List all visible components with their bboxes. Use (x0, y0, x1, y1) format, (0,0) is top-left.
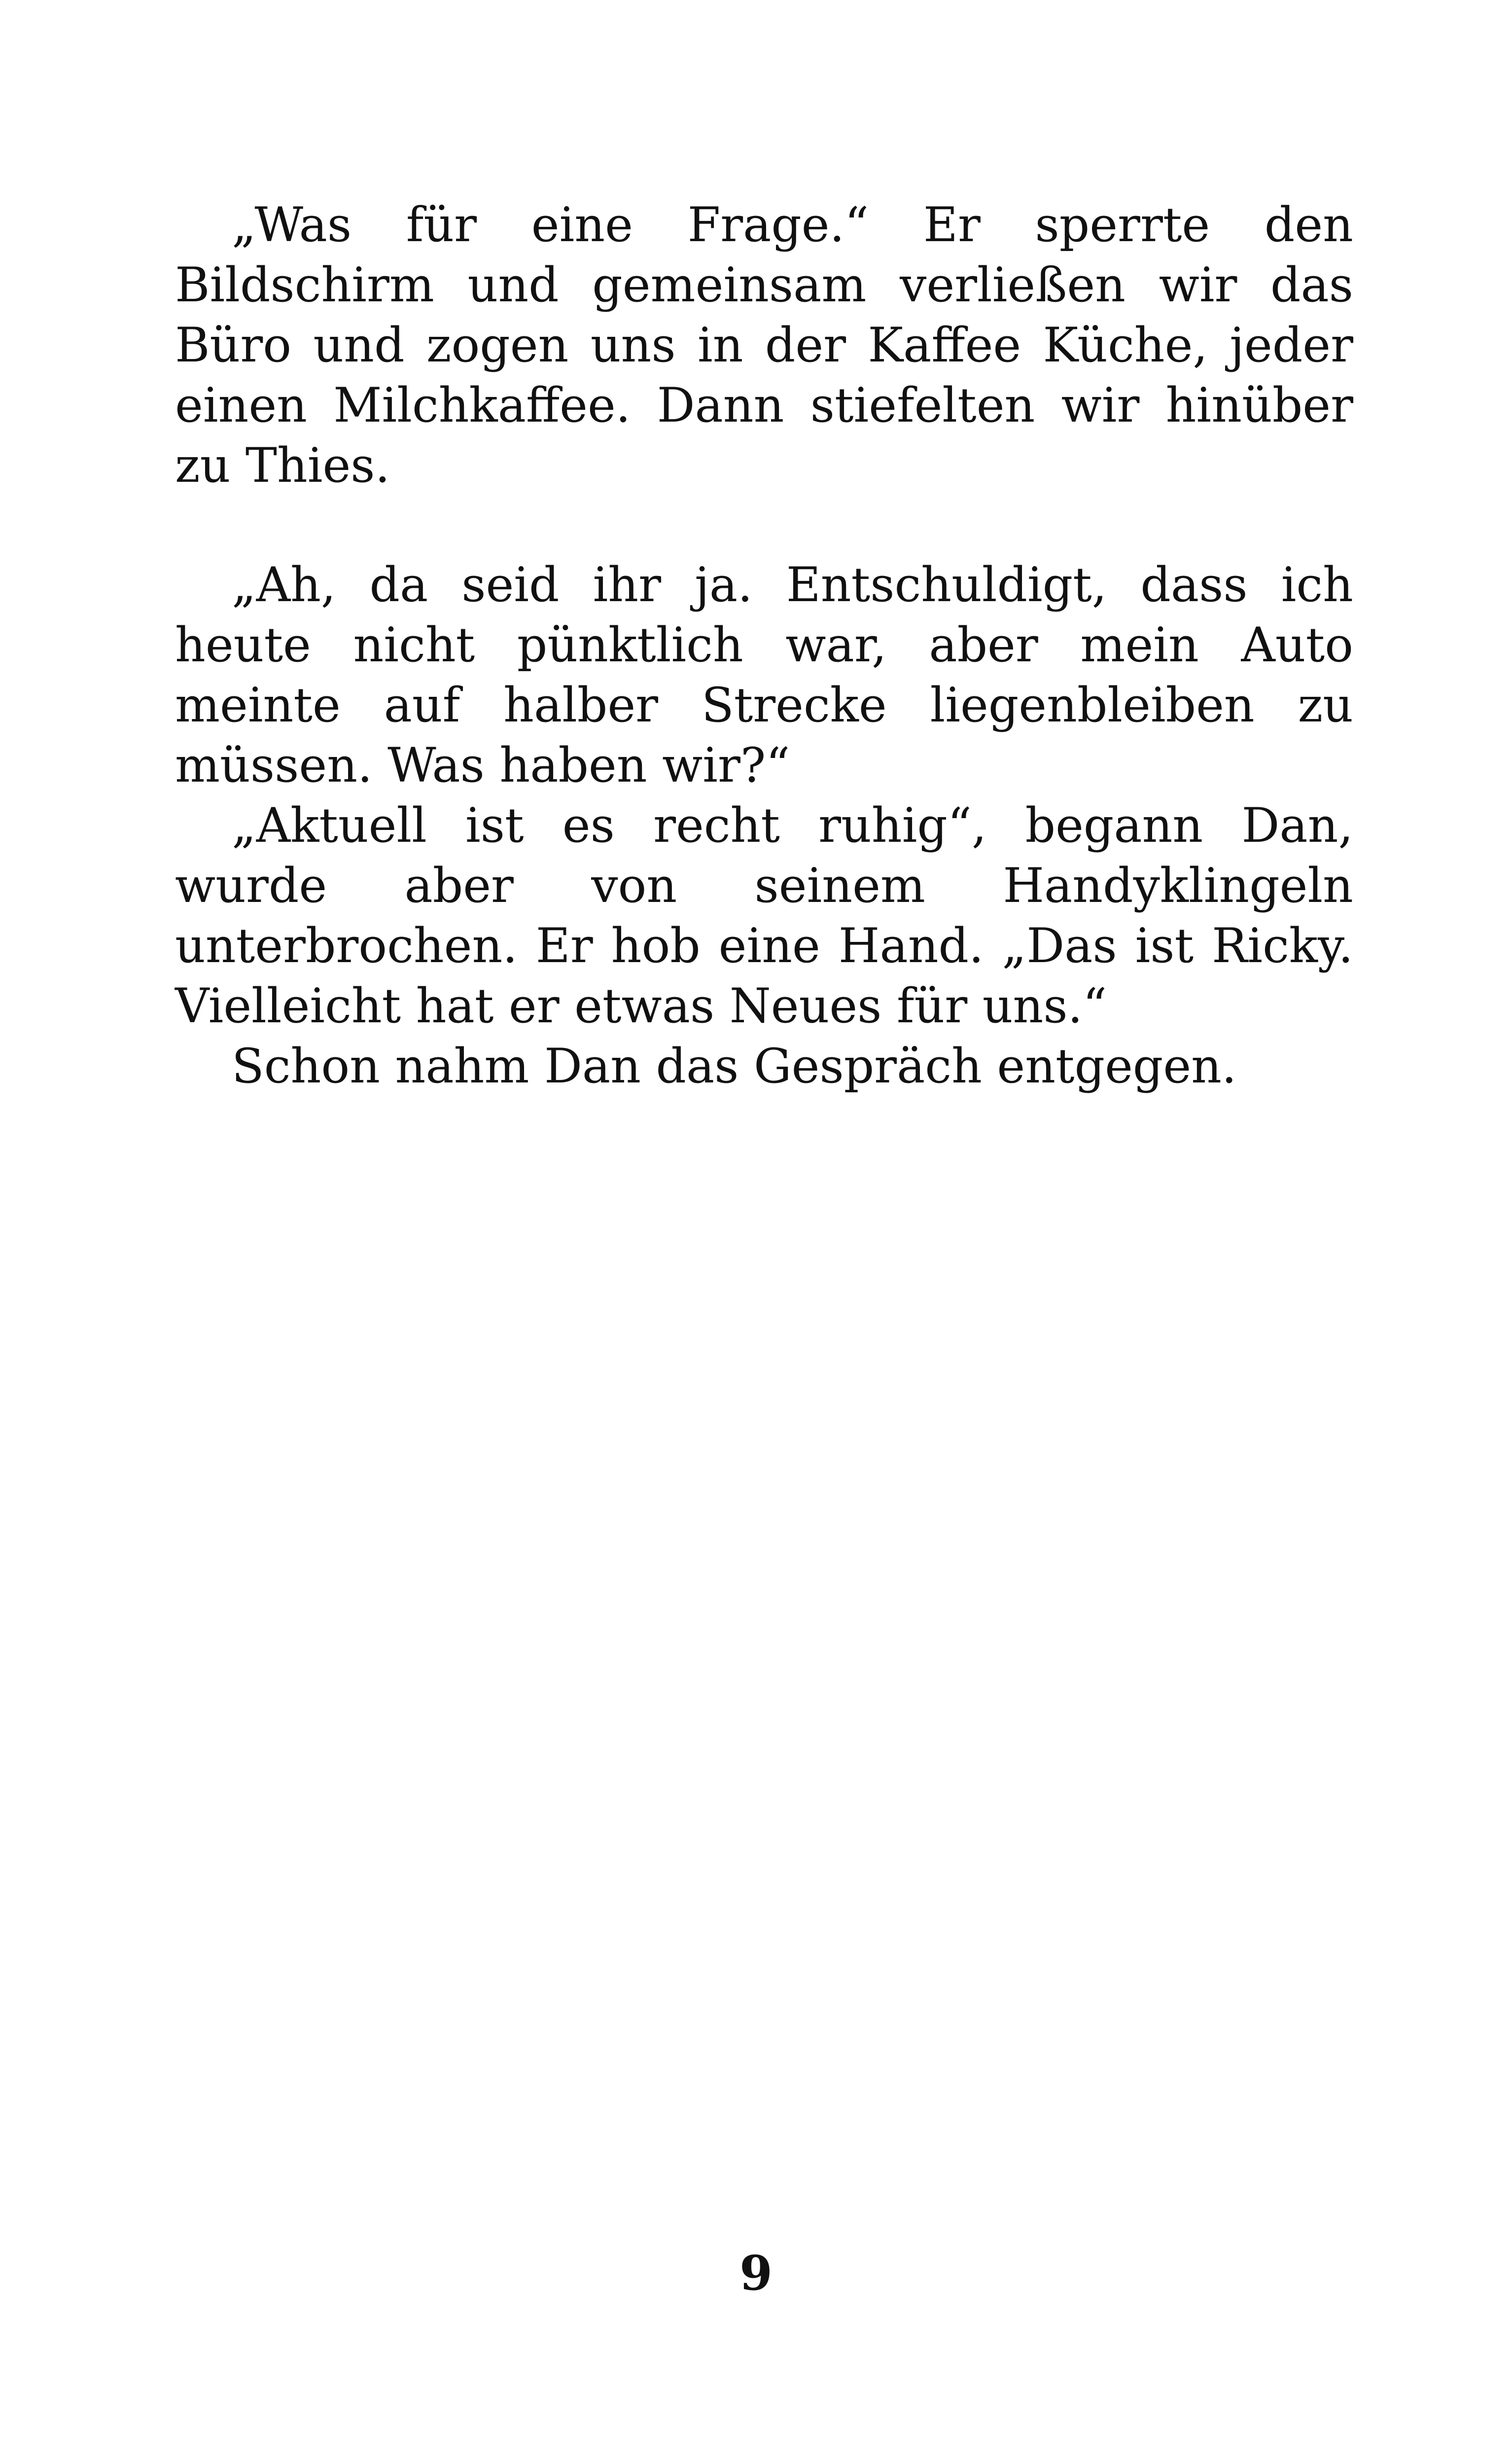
paragraph-2: „Ah, da seid ihr ja. Entschuldigt, dass ich heute nicht pünktlich war, aber mein Auto meinte auf halber Strecke liegenbleiben zu müssen. Was haben wir?“ (175, 557, 1353, 793)
body-text (175, 195, 1353, 1096)
paragraph-3: „Aktuell ist es recht ruhig“, begann Dan, wurde aber von seinem Handyklingeln unterbrochen. Er hob eine Hand. „Das ist Ricky. Vielleicht hat er etwas Neues für uns.“ (175, 798, 1353, 1034)
page-number: 9 (739, 2245, 773, 2301)
paragraph-1: „Was für eine Frage.“ Er sperrte den Bildschirm und gemeinsam verließen wir das Büro und zogen uns in der Kaffee Küche, jeder einen Milchkaffee. Dann stiefelten wir hinüber zu Thies. (175, 197, 1353, 493)
paragraph-4: Schon nahm Dan das Gespräch entgegen. (232, 1039, 1237, 1094)
